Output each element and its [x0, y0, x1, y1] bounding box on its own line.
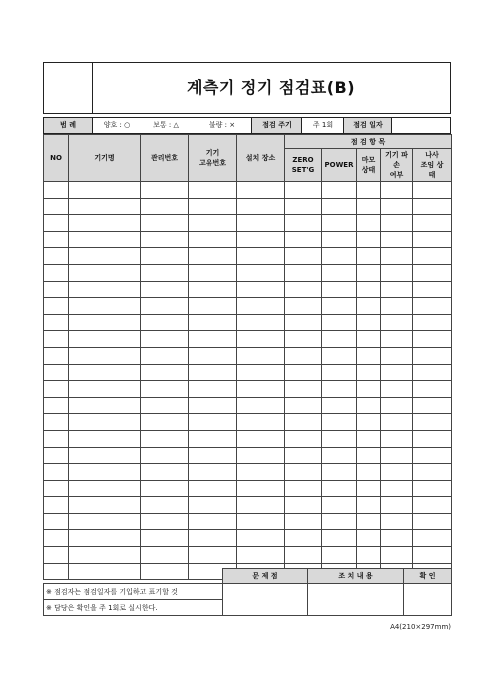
cell-name[interactable]	[69, 480, 141, 497]
cell-wear[interactable]	[357, 198, 381, 215]
cell-unique[interactable]	[189, 513, 237, 530]
cell-screw[interactable]	[413, 198, 452, 215]
cell-damage[interactable]	[381, 298, 413, 315]
cell-location[interactable]	[237, 347, 285, 364]
cycle-value: 주 1회	[301, 118, 344, 133]
cell-mgmt[interactable]	[141, 248, 189, 265]
cell-damage[interactable]	[381, 381, 413, 398]
cell-wear[interactable]	[357, 281, 381, 298]
action-header: 조 치 내 용	[308, 569, 404, 584]
cell-damage[interactable]	[381, 314, 413, 331]
title-box	[43, 62, 451, 114]
cell-mgmt[interactable]	[141, 231, 189, 248]
cell-no[interactable]	[44, 497, 69, 514]
cell-wear[interactable]	[357, 430, 381, 447]
cell-name[interactable]	[69, 264, 141, 281]
legend-bar	[43, 117, 451, 134]
cell-power[interactable]	[322, 231, 357, 248]
cell-location[interactable]	[237, 513, 285, 530]
cell-damage[interactable]	[381, 364, 413, 381]
date-label: 점검 일자	[343, 118, 392, 133]
legend-label: 범 례	[44, 118, 92, 133]
col-power: POWER	[322, 149, 357, 182]
cell-zero[interactable]	[285, 314, 322, 331]
cell-no[interactable]	[44, 530, 69, 547]
cell-screw[interactable]	[413, 547, 452, 564]
col-mgmt: 관리번호	[141, 135, 189, 182]
table-row	[44, 281, 452, 298]
cell-mgmt[interactable]	[141, 447, 189, 464]
cell-no[interactable]	[44, 198, 69, 215]
cell-power[interactable]	[322, 480, 357, 497]
cell-unique[interactable]	[189, 447, 237, 464]
cell-no[interactable]	[44, 248, 69, 265]
cell-no[interactable]	[44, 182, 69, 199]
cell-no[interactable]	[44, 547, 69, 564]
cell-unique[interactable]	[189, 397, 237, 414]
cell-power[interactable]	[322, 331, 357, 348]
cell-name[interactable]	[69, 447, 141, 464]
cell-mgmt[interactable]	[141, 347, 189, 364]
cell-damage[interactable]	[381, 430, 413, 447]
cell-damage[interactable]	[381, 231, 413, 248]
cell-location[interactable]	[237, 248, 285, 265]
issue-cell[interactable]	[223, 584, 308, 616]
cell-name[interactable]	[69, 248, 141, 265]
cell-wear[interactable]	[357, 364, 381, 381]
cell-unique[interactable]	[189, 414, 237, 431]
table-row	[44, 414, 452, 431]
cell-power[interactable]	[322, 248, 357, 265]
cell-power[interactable]	[322, 513, 357, 530]
cell-power[interactable]	[322, 347, 357, 364]
cell-no[interactable]	[44, 480, 69, 497]
cell-screw[interactable]	[413, 430, 452, 447]
cell-no[interactable]	[44, 298, 69, 315]
cell-location[interactable]	[237, 314, 285, 331]
cell-mgmt[interactable]	[141, 298, 189, 315]
cell-power[interactable]	[322, 314, 357, 331]
cell-damage[interactable]	[381, 547, 413, 564]
cell-zero[interactable]	[285, 547, 322, 564]
cell-zero[interactable]	[285, 264, 322, 281]
paper-size-label: A4(210×297mm)	[390, 623, 451, 631]
cell-wear[interactable]	[357, 248, 381, 265]
cell-screw[interactable]	[413, 248, 452, 265]
cell-screw[interactable]	[413, 364, 452, 381]
cell-no[interactable]	[44, 414, 69, 431]
cell-unique[interactable]	[189, 381, 237, 398]
cell-no[interactable]	[44, 364, 69, 381]
cell-no[interactable]	[44, 381, 69, 398]
cell-damage[interactable]	[381, 530, 413, 547]
cell-wear[interactable]	[357, 513, 381, 530]
cell-power[interactable]	[322, 298, 357, 315]
cell-zero[interactable]	[285, 347, 322, 364]
cell-zero[interactable]	[285, 497, 322, 514]
cell-location[interactable]	[237, 381, 285, 398]
legend-good: 양호 : ○	[92, 118, 141, 133]
cell-location[interactable]	[237, 414, 285, 431]
cell-mgmt[interactable]	[141, 364, 189, 381]
col-zero: ZERO SET'G	[285, 149, 322, 182]
cell-no[interactable]	[44, 215, 69, 232]
cell-name[interactable]	[69, 397, 141, 414]
page-title: 계측기 정기 점검표(B)	[186, 78, 356, 97]
cell-name[interactable]	[69, 298, 141, 315]
inspection-table	[43, 134, 452, 580]
cell-name[interactable]	[69, 513, 141, 530]
cell-name[interactable]	[69, 314, 141, 331]
cell-zero[interactable]	[285, 298, 322, 315]
cell-zero[interactable]	[285, 248, 322, 265]
cell-location[interactable]	[237, 331, 285, 348]
cell-wear[interactable]	[357, 447, 381, 464]
cell-unique[interactable]	[189, 198, 237, 215]
cell-screw[interactable]	[413, 497, 452, 514]
cell-unique[interactable]	[189, 298, 237, 315]
cell-power[interactable]	[322, 215, 357, 232]
cell-wear[interactable]	[357, 414, 381, 431]
cell-damage[interactable]	[381, 414, 413, 431]
table-row	[44, 513, 452, 530]
cell-unique[interactable]	[189, 331, 237, 348]
col-wear: 마모 상태	[357, 149, 381, 182]
cell-unique[interactable]	[189, 182, 237, 199]
cell-location[interactable]	[237, 215, 285, 232]
cell-unique[interactable]	[189, 215, 237, 232]
cell-zero[interactable]	[285, 215, 322, 232]
cell-power[interactable]	[322, 414, 357, 431]
cell-zero[interactable]	[285, 480, 322, 497]
cell-power[interactable]	[322, 430, 357, 447]
cell-unique[interactable]	[189, 264, 237, 281]
cell-unique[interactable]	[189, 364, 237, 381]
cell-unique[interactable]	[189, 464, 237, 481]
table-row	[44, 182, 452, 199]
cell-name[interactable]	[69, 430, 141, 447]
cell-screw[interactable]	[413, 182, 452, 199]
cell-no[interactable]	[44, 447, 69, 464]
cell-wear[interactable]	[357, 497, 381, 514]
table-row	[44, 347, 452, 364]
cell-damage[interactable]	[381, 397, 413, 414]
cell-screw[interactable]	[413, 480, 452, 497]
cell-power[interactable]	[322, 198, 357, 215]
table-row	[44, 464, 452, 481]
cell-mgmt[interactable]	[141, 530, 189, 547]
cycle-label: 점검 주기	[251, 118, 302, 133]
cell-screw[interactable]	[413, 215, 452, 232]
cell-name[interactable]	[69, 215, 141, 232]
cell-power[interactable]	[322, 281, 357, 298]
cell-location[interactable]	[237, 480, 285, 497]
cell-mgmt[interactable]	[141, 198, 189, 215]
cell-damage[interactable]	[381, 215, 413, 232]
cell-mgmt[interactable]	[141, 331, 189, 348]
cell-location[interactable]	[237, 198, 285, 215]
cell-name[interactable]	[69, 381, 141, 398]
cell-name[interactable]	[69, 364, 141, 381]
cell-screw[interactable]	[413, 231, 452, 248]
table-row	[44, 231, 452, 248]
cell-damage[interactable]	[381, 182, 413, 199]
cell-location[interactable]	[237, 430, 285, 447]
cell-zero[interactable]	[285, 198, 322, 215]
table-row	[44, 397, 452, 414]
cell-mgmt[interactable]	[141, 430, 189, 447]
cell-zero[interactable]	[285, 414, 322, 431]
cell-power[interactable]	[322, 447, 357, 464]
cell-damage[interactable]	[381, 447, 413, 464]
cell-mgmt[interactable]	[141, 547, 189, 564]
cell-name[interactable]	[69, 182, 141, 199]
cell-location[interactable]	[237, 547, 285, 564]
cell-mgmt[interactable]	[141, 480, 189, 497]
cell-no[interactable]	[44, 281, 69, 298]
cell-location[interactable]	[237, 364, 285, 381]
cell-mgmt[interactable]	[141, 281, 189, 298]
cell-location[interactable]	[237, 447, 285, 464]
cell-mgmt[interactable]	[141, 414, 189, 431]
cell-location[interactable]	[237, 497, 285, 514]
cell-screw[interactable]	[413, 530, 452, 547]
cell-wear[interactable]	[357, 231, 381, 248]
cell-unique[interactable]	[189, 480, 237, 497]
confirm-cell[interactable]	[404, 584, 452, 616]
cell-mgmt[interactable]	[141, 464, 189, 481]
cell-location[interactable]	[237, 298, 285, 315]
cell-damage[interactable]	[381, 198, 413, 215]
table-row	[44, 264, 452, 281]
cell-wear[interactable]	[357, 464, 381, 481]
cell-wear[interactable]	[357, 397, 381, 414]
cell-mgmt[interactable]	[141, 397, 189, 414]
note-2: ※ 담당은 확인을 주 1회로 실시한다.	[44, 600, 223, 616]
cell-screw[interactable]	[413, 447, 452, 464]
cell-unique[interactable]	[189, 248, 237, 265]
footer-blank	[44, 569, 223, 584]
cell-damage[interactable]	[381, 264, 413, 281]
cell-no[interactable]	[44, 397, 69, 414]
cell-unique[interactable]	[189, 314, 237, 331]
cell-zero[interactable]	[285, 331, 322, 348]
table-row	[44, 331, 452, 348]
cell-unique[interactable]	[189, 497, 237, 514]
cell-damage[interactable]	[381, 331, 413, 348]
cell-zero[interactable]	[285, 231, 322, 248]
footer-table	[43, 568, 452, 616]
cell-wear[interactable]	[357, 381, 381, 398]
cell-screw[interactable]	[413, 464, 452, 481]
col-name: 기기명	[69, 135, 141, 182]
issue-header: 문 제 점	[223, 569, 308, 584]
cell-name[interactable]	[69, 547, 141, 564]
cell-no[interactable]	[44, 464, 69, 481]
cell-zero[interactable]	[285, 447, 322, 464]
cell-screw[interactable]	[413, 264, 452, 281]
cell-wear[interactable]	[357, 182, 381, 199]
note-1: ※ 점검자는 점검일자를 기입하고 표기할 것	[44, 584, 223, 600]
table-row	[44, 215, 452, 232]
cell-zero[interactable]	[285, 430, 322, 447]
cell-name[interactable]	[69, 464, 141, 481]
cell-mgmt[interactable]	[141, 381, 189, 398]
col-no: NO	[44, 135, 69, 182]
cell-power[interactable]	[322, 381, 357, 398]
col-screw: 나사 조임 상 태	[413, 149, 452, 182]
cell-unique[interactable]	[189, 347, 237, 364]
cell-mgmt[interactable]	[141, 513, 189, 530]
group-header: 점 검 항 목	[285, 135, 452, 149]
cell-damage[interactable]	[381, 347, 413, 364]
cell-mgmt[interactable]	[141, 264, 189, 281]
cell-screw[interactable]	[413, 298, 452, 315]
cell-mgmt[interactable]	[141, 182, 189, 199]
cell-no[interactable]	[44, 264, 69, 281]
cell-location[interactable]	[237, 182, 285, 199]
cell-power[interactable]	[322, 497, 357, 514]
cell-damage[interactable]	[381, 513, 413, 530]
cell-location[interactable]	[237, 397, 285, 414]
cell-unique[interactable]	[189, 530, 237, 547]
cell-zero[interactable]	[285, 381, 322, 398]
cell-no[interactable]	[44, 231, 69, 248]
cell-mgmt[interactable]	[141, 215, 189, 232]
col-location: 설치 장소	[237, 135, 285, 182]
table-row	[44, 497, 452, 514]
cell-location[interactable]	[237, 281, 285, 298]
cell-zero[interactable]	[285, 513, 322, 530]
cell-damage[interactable]	[381, 480, 413, 497]
cell-zero[interactable]	[285, 182, 322, 199]
date-value[interactable]	[391, 118, 451, 133]
cell-screw[interactable]	[413, 314, 452, 331]
cell-power[interactable]	[322, 182, 357, 199]
cell-damage[interactable]	[381, 248, 413, 265]
legend-bad: 불량 : ×	[208, 121, 236, 129]
table-row	[44, 381, 452, 398]
cell-zero[interactable]	[285, 464, 322, 481]
cell-unique[interactable]	[189, 430, 237, 447]
cell-location[interactable]	[237, 264, 285, 281]
table-row	[44, 430, 452, 447]
table-row	[44, 198, 452, 215]
cell-screw[interactable]	[413, 331, 452, 348]
table-row	[44, 547, 452, 564]
cell-power[interactable]	[322, 464, 357, 481]
cell-screw[interactable]	[413, 513, 452, 530]
cell-name[interactable]	[69, 414, 141, 431]
cell-damage[interactable]	[381, 281, 413, 298]
cell-name[interactable]	[69, 497, 141, 514]
table-row	[44, 364, 452, 381]
confirm-header: 확 인	[404, 569, 452, 584]
cell-wear[interactable]	[357, 215, 381, 232]
cell-wear[interactable]	[357, 298, 381, 315]
cell-location[interactable]	[237, 530, 285, 547]
legend-normal: 보통 : △	[153, 121, 179, 129]
cell-name[interactable]	[69, 198, 141, 215]
cell-wear[interactable]	[357, 480, 381, 497]
cell-name[interactable]	[69, 231, 141, 248]
cell-wear[interactable]	[357, 264, 381, 281]
col-damage: 기기 파 손 여부	[381, 149, 413, 182]
cell-location[interactable]	[237, 231, 285, 248]
cell-no[interactable]	[44, 430, 69, 447]
cell-mgmt[interactable]	[141, 497, 189, 514]
cell-screw[interactable]	[413, 281, 452, 298]
col-unique: 기기 고유번호	[189, 135, 237, 182]
cell-zero[interactable]	[285, 397, 322, 414]
cell-name[interactable]	[69, 347, 141, 364]
cell-name[interactable]	[69, 530, 141, 547]
table-row	[44, 314, 452, 331]
cell-zero[interactable]	[285, 530, 322, 547]
table-row	[44, 530, 452, 547]
cell-location[interactable]	[237, 464, 285, 481]
cell-no[interactable]	[44, 513, 69, 530]
cell-screw[interactable]	[413, 381, 452, 398]
cell-power[interactable]	[322, 397, 357, 414]
cell-power[interactable]	[322, 364, 357, 381]
logo-cell	[44, 63, 93, 113]
cell-name[interactable]	[69, 331, 141, 348]
cell-screw[interactable]	[413, 397, 452, 414]
action-cell[interactable]	[308, 584, 404, 616]
cell-power[interactable]	[322, 264, 357, 281]
cell-unique[interactable]	[189, 231, 237, 248]
cell-zero[interactable]	[285, 281, 322, 298]
cell-power[interactable]	[322, 547, 357, 564]
cell-screw[interactable]	[413, 414, 452, 431]
cell-power[interactable]	[322, 530, 357, 547]
cell-no[interactable]	[44, 347, 69, 364]
cell-damage[interactable]	[381, 497, 413, 514]
table-row	[44, 447, 452, 464]
cell-screw[interactable]	[413, 347, 452, 364]
table-row	[44, 298, 452, 315]
cell-damage[interactable]	[381, 464, 413, 481]
cell-wear[interactable]	[357, 530, 381, 547]
cell-wear[interactable]	[357, 347, 381, 364]
cell-name[interactable]	[69, 281, 141, 298]
cell-unique[interactable]	[189, 281, 237, 298]
cell-no[interactable]	[44, 331, 69, 348]
cell-unique[interactable]	[189, 547, 237, 564]
cell-mgmt[interactable]	[141, 314, 189, 331]
table-row	[44, 248, 452, 265]
cell-zero[interactable]	[285, 364, 322, 381]
cell-wear[interactable]	[357, 314, 381, 331]
table-row	[44, 480, 452, 497]
cell-no[interactable]	[44, 314, 69, 331]
cell-wear[interactable]	[357, 547, 381, 564]
cell-wear[interactable]	[357, 331, 381, 348]
